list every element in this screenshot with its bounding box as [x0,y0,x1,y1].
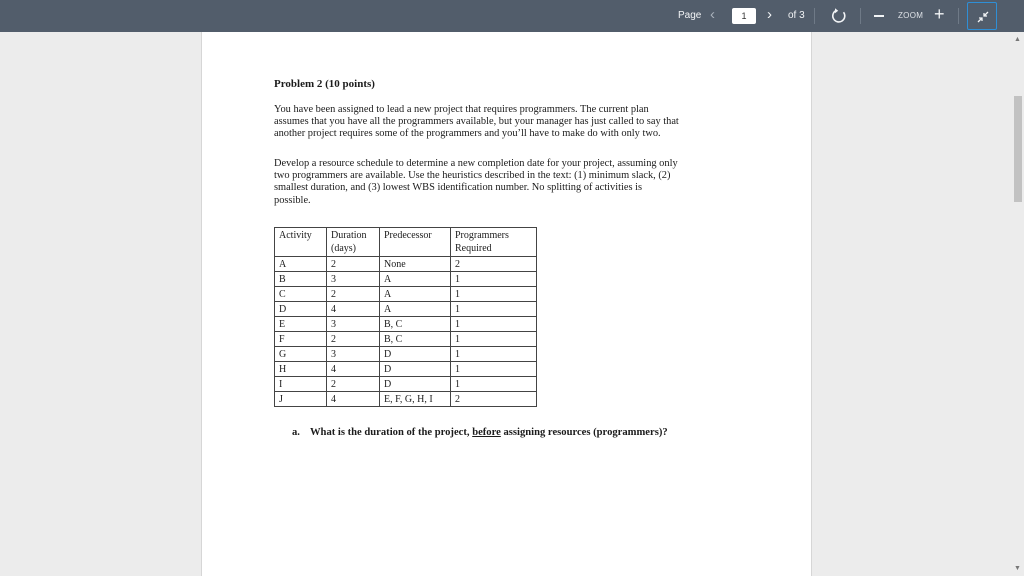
cell-programmers: 1 [451,302,537,317]
question-text: What is the duration of the project, [309,427,473,438]
cell-programmers: 1 [451,377,537,392]
question-underlined: before [472,427,501,438]
cell-duration: 3 [327,272,380,287]
cell-predecessor: D [380,377,451,392]
table-row [275,377,537,392]
cell-predecessor: D [380,362,451,377]
minus-icon[interactable] [874,15,884,17]
cell-activity: D [275,302,327,317]
table-row [275,332,537,347]
paragraph-line: assumes that you have all the programmers available, but your manager has just called to say that [274,116,679,128]
table-header-row [275,228,537,257]
cell-activity: J [275,392,327,407]
table-row [275,287,537,302]
zoom-label: ZOOM [898,11,924,20]
cell-activity: B [275,272,327,287]
toolbar-divider [860,8,861,24]
question-prefix: a. [292,427,300,438]
header-predecessor: Predecessor [380,228,451,257]
cell-programmers: 1 [451,287,537,302]
table-row [275,302,537,317]
cell-predecessor: B, C [380,317,451,332]
page-count-label: of 3 [788,10,805,21]
activity-table [274,227,537,407]
cell-duration: 4 [327,362,380,377]
cell-programmers: 1 [451,362,537,377]
paragraph-line: two programmers are available. Use the heuristics described in the text: (1) minimum slack, (2) [274,170,671,182]
cell-duration: 2 [327,377,380,392]
instructions-paragraph [274,158,678,207]
cell-predecessor: A [380,287,451,302]
header-activity: Activity [275,228,327,257]
scroll-down-icon[interactable]: ▼ [1014,565,1021,572]
cell-predecessor: B, C [380,332,451,347]
paragraph-line: possible. [274,194,311,206]
chevron-left-icon[interactable]: ‹ [710,6,715,23]
cell-activity: H [275,362,327,377]
cell-predecessor: A [380,302,451,317]
toolbar-divider [958,8,959,24]
table-row [275,272,537,287]
cell-programmers: 2 [451,257,537,272]
table-row [275,392,537,407]
cell-predecessor: E, F, G, H, I [380,392,451,407]
cell-programmers: 1 [451,347,537,362]
scroll-up-icon[interactable]: ▲ [1014,36,1021,43]
header-programmers: Programmers Required [451,228,537,257]
cell-programmers: 1 [451,317,537,332]
cell-duration: 2 [327,332,380,347]
paragraph-line: You have been assigned to lead a new project that requires programmers. The current plan [274,104,649,115]
fit-to-page-button[interactable] [967,2,997,30]
cell-activity: E [275,317,327,332]
intro-paragraph [274,104,679,141]
cell-activity: F [275,332,327,347]
paragraph-line: another project requires some of the programmers and you’ll have to make do with only two. [274,128,661,140]
zoom-in-button[interactable]: + [934,4,945,24]
cell-duration: 3 [327,317,380,332]
page-number-input[interactable] [732,8,756,24]
cell-predecessor: None [380,257,451,272]
cell-duration: 4 [327,392,380,407]
cell-predecessor: A [380,272,451,287]
paragraph-line: Develop a resource schedule to determine a new completion date for your project, assuming only [274,158,678,169]
rotate-icon[interactable] [830,7,848,25]
cell-duration: 2 [327,287,380,302]
cell-activity: A [275,257,327,272]
cell-programmers: 1 [451,332,537,347]
table-row [275,362,537,377]
header-duration: Duration (days) [327,228,380,257]
page-label: Page [678,10,702,21]
cell-predecessor: D [380,347,451,362]
cell-duration: 2 [327,257,380,272]
viewer-toolbar [0,0,1024,32]
question-a [292,427,668,438]
problem-heading: Problem 2 (10 points) [274,78,375,90]
cell-programmers: 2 [451,392,537,407]
cell-duration: 3 [327,347,380,362]
table-row [275,347,537,362]
cell-duration: 4 [327,302,380,317]
cell-activity: C [275,287,327,302]
cell-activity: G [275,347,327,362]
scrollbar-thumb[interactable] [1014,96,1022,202]
cell-activity: I [275,377,327,392]
cell-programmers: 1 [451,272,537,287]
document-page [201,32,812,576]
question-text-end: assigning resources (programmers)? [500,427,668,438]
table-row [275,257,537,272]
table-row [275,317,537,332]
paragraph-line: smallest duration, and (3) lowest WBS identification number. No splitting of activities is [274,182,643,194]
collapse-icon [975,9,991,25]
toolbar-divider [814,8,815,24]
chevron-right-icon[interactable]: › [767,6,772,23]
